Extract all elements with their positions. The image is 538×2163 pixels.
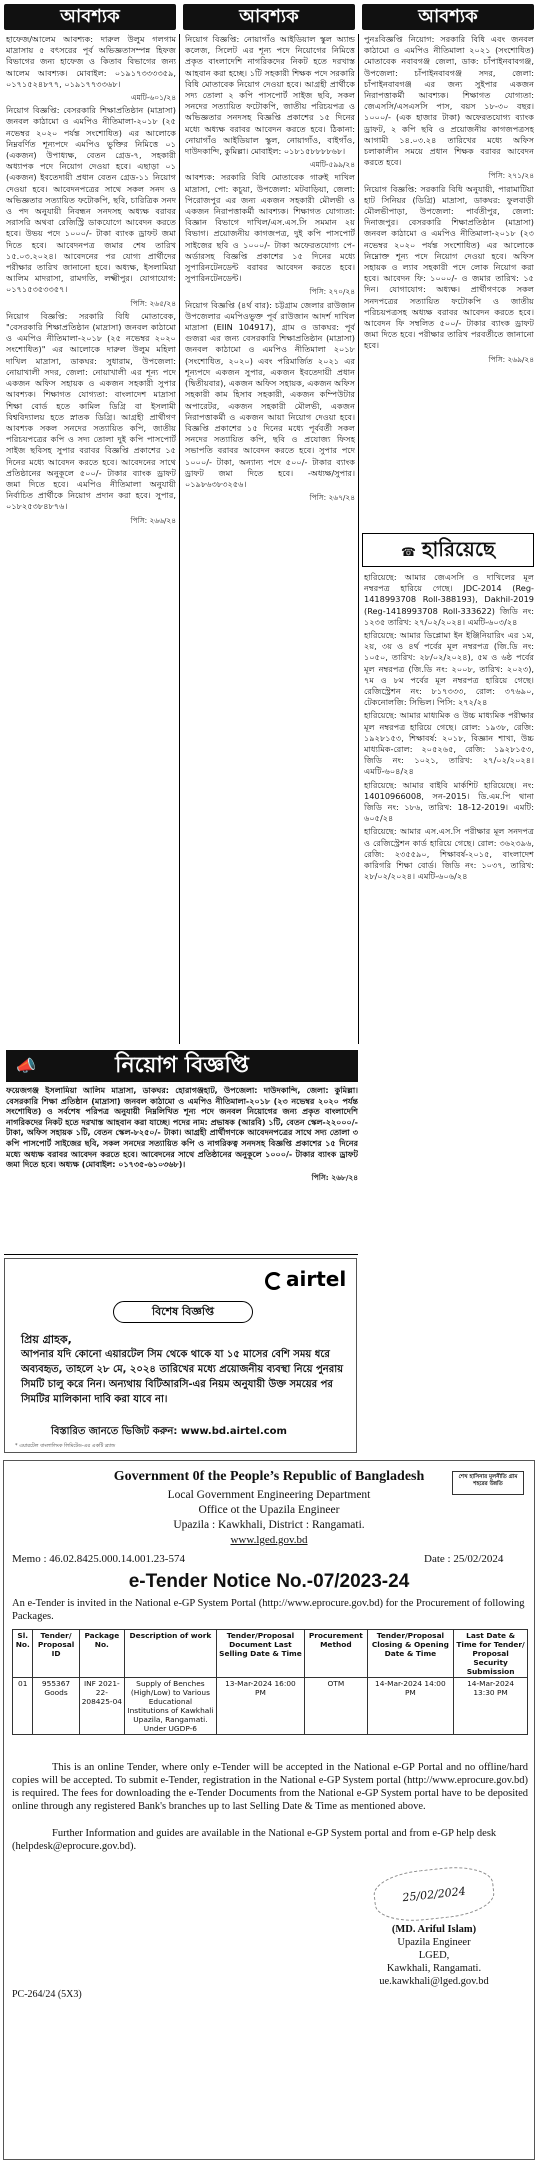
signer-block	[344, 1923, 524, 1988]
table-cell: 01	[13, 1678, 33, 1735]
memo-date: Date : 25/02/2024	[424, 1553, 504, 1565]
dept: Local Government Engineering Department	[167, 1489, 371, 1501]
lost-notice: হারিয়েছে: আমার ডিপ্লোমা ইন ইঞ্জিনিয়ারিং এর ১ম, ২য়, ৩য় ও ৪র্থ পর্বের মূল নম্বরপত্র (জি.ডি নং: ১০৫০, তারিখ: ২৮/০২/২০২৪), ৫ম ও ৬ষ্ঠ পর্বের মূল নম্বরপত্র (জি.ডি নং: ২০০৮, তারিখ: ২০২৩), ৭ম ও ৮ম পর্বের মূল নম্বরপত্র হারিয়ে গেছে। রেজিস্ট্রেশন নং: ৮১৭৩৩৩, রোল: ৩৭৬৯০, টেকনোলজি: সিভিল। পিসি: ২৭২/২৪	[364, 630, 534, 708]
website-link[interactable]: www.lged.gov.bd	[230, 1534, 308, 1546]
column-1	[6, 34, 176, 1044]
side-code	[4, 1493, 18, 1533]
lost-notice: হারিয়েছে: আমার জেএসসি ও দাখিলের মূল নম্বরপত্র হারিয়ে গেছে। JDC-2014 (Reg-1418993708 Roll-388193), Dakhil-2019 (Reg-1418993708 Roll-333622) জিডি নং: ১২৩৫ তারিখ: ২৭/০২/২০২৪। এমটি-৬০৩/২৪	[364, 572, 534, 627]
ad-code: পিসি: ২৬৬/২৪	[130, 515, 176, 525]
classified-ad: নিয়োগ বিজ্ঞপ্তি: নোয়াগাঁও আইডিয়াল স্কুল অ্যান্ড কলেজ, সিলেট এর শূন্য পদে নিয়োগের নিমিত্তে প্রকৃত বাংলাদেশি নাগরিকদের নিকট হতে দরখাস্ত আহবান করা হচ্ছে। ১টি সহকারী শিক্ষক পদে সরকারি বিধি মোতাবেক নিয়োগ দেওয়া হবে। আগ্রহী প্রার্থীকে সদ্য তোলা ২ কপি পাসপোর্ট সাইজ ছবি, সকল সনদের সত্যায়িত ফটোকপি, জাতীয় পরিচয়পত্র ও অভিজ্ঞতার সনদসহ বিজ্ঞপ্তি প্রকাশের ১৫ দিনের মধ্যে অধ্যক্ষ বরাবর আবেদন করতে হবে। ঠিকানা: নোয়াগাঁও আইডিয়াল স্কুল, নোয়াগাঁও, বাইগাঁও, দাউদকান্দি, কুমিল্লা। মোবাইল: ০১৮১৫৮৮৮৮৬৮।	[185, 34, 355, 157]
ad-code: এমটি-৫৯৯/২৪	[309, 160, 355, 170]
airtel-link[interactable]: www.bd.airtel.com	[180, 1426, 287, 1437]
divider	[4, 1254, 358, 1255]
table-header: Tender/Proposal Document Last Selling Date & Time	[216, 1630, 304, 1678]
lost-notice: হারিয়েছে: আমার মাধ্যমিক ও উচ্চ মাধ্যমিক পরীক্ষার মূল নম্বরপত্র হারিয়ে গেছে। রোল: ১৯৩৮, রেজি: ১৯২৮১৫৩, শিক্ষাবর্ষ: ২০১৮, বিজ্ঞান শাখা, উচ্চ মাধ্যমিক-রোল: ২০৫২৬৫, রেজি: ১৯২৮১৫৩, জিডি নং: ১০২১, তারিখ: ২৭/০২/২০২৪। এমটি-৬০৪/২৪	[364, 710, 534, 777]
office: Office ot the Upazila Engineer	[198, 1504, 340, 1516]
tender-title: e-Tender Notice No.-07/2023-24	[128, 1571, 410, 1592]
table-cell: 14-Mar-2024 14:00 PM	[367, 1678, 454, 1735]
header-col1: আবশ্যক	[4, 4, 176, 30]
signature-stamp: 25/02/2024	[372, 1863, 497, 1925]
airtel-swirl-icon	[265, 1272, 283, 1290]
tender-intro: An e-Tender is invited in the National e-GP System Portal (http://www.eprocure.gov.bd) for the Procurement of following Packages.	[12, 1598, 525, 1622]
slogan-badge: শেখ হাসিনার মূলনীতি গ্রাম শহরের উন্নতি	[452, 1471, 524, 1495]
ad-code: পিসি: ২৬৯/২৪	[488, 354, 534, 364]
recruitment-body: ফয়েজগঞ্জ ইসলামিয়া আলিম মাদ্রাসা, ডাকঘর: হোরাগঞ্জহাট, উপজেলা: দাউদকান্দি, জেলা: কুমিল্লা। বেসরকারি শিক্ষা প্রতিষ্ঠান (মাদ্রাসা) জনবল কাঠামো ও এমপিও নীতিমালা-২০১৮ (২৩ নভেম্বর ২০২০ পর্যন্ত সংশোধিত) ও সর্বশেষ পরিপত্র অনুযায়ী নিম্নলিখিত শূন্য পদে জনবল নিয়োগের জন্য প্রকৃত বাংলাদেশি নাগরিকদের নিকট হতে দরখাস্ত আহবান করা যাচ্ছে। পদের নাম: প্রভাষক (আরবি) ১টি, বেতন স্কেল-২২০০০/- টাকা, অফিস সহায়ক ১টি, বেতন স্কেল-৮২৫০/- টাকা। আগ্রহী প্রার্থীগণকে আবেদনপত্রের সাথে সদ্য তোলা ৩ কপি পাসপোর্ট সাইজের ছবি, সকল সনদের সত্যায়িত কপি ও নাগরিকত্ব সনদসহ বিজ্ঞপ্তি প্রকাশের ১৫ দিনের মধ্যে অধ্যক্ষ বরাবর আবেদন করতে হবে। আবেদনের সাথে প্রতিষ্ঠানের অনুকূলে ১০০০/- টাকার ব্যাংক ড্রাফট জমা দিতে হবে। অধ্যক্ষ (মোবাইল: ০১৭৩৫-৬১০৩৬৮)। পিসি: ২৬৮/২৪	[6, 1086, 358, 1182]
location: Upazila : Kawkhali, District : Rangamati.	[173, 1519, 365, 1531]
airtel-ad	[4, 1258, 357, 1453]
tender-notice	[3, 1460, 535, 2160]
classified-ad: নিয়োগ বিজ্ঞপ্তি: সরকারি বিধি মোতাবেক, "বেসরকারি শিক্ষাপ্রতিষ্ঠান (মাদ্রাসা) জনবল কাঠামো ও এমপিও নীতিমালা-২০১৮ (২৫ নভেম্বর ২০২০ সংশোধিত)" এর আলোকে দারুল উলুম মহিলা দাখিল মাদ্রাসা, ডাকঘর: সুধারাম, উপজেলা: নোয়াখালী সদর, জেলা: নোয়াখালী এর শূন্য পদে একজন অফিস সহায়ক ও একজন সহকারী সুপার আবশ্যক। শিক্ষাগত যোগ্যতা: বাংলাদেশ মাদ্রাসা শিক্ষা বোর্ড হতে কামিল ডিগ্রি বা ইসলামী বিশ্ববিদ্যালয় হতে স্নাতক ডিগ্রি। আগ্রহী প্রার্থীগণ আবশ্যক সকল সনদের সত্যায়িত কপি, জাতীয় পরিচয়পত্রের কপি ও সদ্য তোলা দুই কপি পাসপোর্ট সাইজ ছবিসহ সুপার বরাবর বিজ্ঞপ্তি প্রকাশের ১৫ দিনের মধ্যে আবেদন করতে হবে। আবেদনের সাথে প্রতিষ্ঠানের অনুকূলে ৫০০/- টাকার ব্যাংক ড্রাফট জমা দিতে হবে। এমপিও নীতিমালা অনুযায়ী নির্বাচিত প্রার্থীকে নিয়োগ প্রদান করা হবে। সুপার, ০১৮২৫৩৮৪৮৭৬।	[6, 310, 176, 512]
ad-code: এমটি-৬০১/২৪	[130, 93, 176, 103]
gov-title: Government 0f the People’s Republic of Bangladesh	[113, 1469, 425, 1484]
phone-icon: ☎	[401, 545, 416, 559]
pc-code: PC-264/24 (5X3)	[12, 1989, 82, 2000]
table-header: Tender/ Proposal ID	[33, 1630, 79, 1678]
signer-place: Kawkhali, Rangamati.	[386, 1963, 482, 1974]
ad-code: পিসি: ২৭১/২৪	[488, 171, 534, 181]
table-row	[13, 1678, 528, 1735]
memo: Memo : 46.02.8425.000.14.001.23-574	[12, 1553, 185, 1565]
lost-notice: হারিয়েছে: আমার এস.এস.সি পরীক্ষার মূল সনদপত্র ও রেজিস্ট্রেশন কার্ড হারিয়ে গেছে। রোল: ৩৬২৩৯৬, রেজি: ২৩৫৫৯০, শিক্ষাবর্ষ-২০১৫, বাংলাদেশ কারিগরি শিক্ষা বোর্ড। জিডি নং: ১০৩৭, তারিখ: ২৮/০২/২০২৪। এমটি-৬০৬/২৪	[364, 826, 534, 882]
airtel-logo: airtel	[265, 1267, 346, 1291]
ad-code: পিসি: ২৭০/২৪	[309, 287, 355, 297]
signer-name: (MD. Ariful Islam)	[391, 1924, 477, 1935]
lost-header: ☎ হারিয়েছে	[362, 533, 534, 567]
signer-email[interactable]: ue.kawkhali@lged.gov.bd	[379, 1976, 489, 1987]
table-cell: Supply of Benches (High/Low) to Various Educational Institutions of Kawkhali Upazila, Rangamati. Under UGDP-6	[125, 1678, 217, 1735]
column-3	[364, 34, 534, 529]
table-header: Procurement Method	[305, 1630, 368, 1678]
tender-further: Further Information and guides are available in the National e-GP System portal and from e-GP help desk (helpdesk@eprocure.gov.bd).	[12, 1828, 497, 1852]
classified-ad: পুনঃবিজ্ঞপ্তি নিয়োগ: সরকারি বিধি এবং জনবল কাঠামো ও এমপিও নীতিমালা ২০২১ (সংশোধিত) মোতাবেক নবাবগঞ্জ জেলা, ডাক: চাঁপাইনবাবগঞ্জ, উপজেলা: চাঁপাইনবাবগঞ্জ সদর, জেলা: চাঁপাইনবাবগঞ্জ এর জন্য সুইপার একজন নিরাপত্তাকর্মী আবশ্যক। শিক্ষাগত যোগ্যতা: জেএসসি/এসএসসি পাস, বয়স ১৮-৩০ বছর। ১০০০/- (এক হাজার টাকা) অফেরতযোগ্য ব্যাংক ড্রাফট, ২ কপি ছবি ও প্রয়োজনীয় কাগজপত্রসহ আগামী ১৪.০৩.২৪ তারিখের মধ্যে অফিস চলাকালীন সময়ে প্রধান শিক্ষক বরাবর আবেদন করতে হবে।	[364, 34, 534, 168]
column-divider	[179, 34, 180, 1044]
classified-ad: আবশ্যক: সরকারি বিধি মোতাবেক গারুই দাখিল মাদ্রাসা, পো: কচুয়া, উপজেলা: মটবাড়িয়া, জেলা: পিরোজপুর এর জন্য একজন সহকারী মৌলভী ও একজন নিরাপত্তাকর্মী আবশ্যক। শিক্ষাগত যোগ্যতা: বিজ্ঞান বিভাগে দাখিল/এস.এস.সি সমমান ২য় বিভাগ। প্রয়োজনীয় কাগজপত্র, দুই কপি পাসপোর্ট সাইজের ছবি ও ১০০০/- টাকা অফেরতযোগ্য পে-অর্ডারসহ বিজ্ঞপ্তি প্রকাশের ১৫ দিনের মধ্যে সুপারিনটেনডেন্ট বরাবর আবেদন করতে হবে। সুপারিনটেনডেন্ট।	[185, 172, 355, 284]
megaphone-icon: 📣	[16, 1056, 36, 1075]
table-header: Description of work	[125, 1630, 217, 1678]
table-cell: 13-Mar-2024 16:00 PM	[216, 1678, 304, 1735]
header-col2: আবশ্যক	[183, 4, 355, 30]
classified-ad: নিয়োগ বিজ্ঞপ্তি: সরকারি বিধি অনুযায়ী, পারামাটিয়া হাট সিনিয়র (ডিগ্রি) মাদ্রাসা, ডাকঘর: ফুলবাড়ী মৌলভীপাড়া, উপজেলা: পার্বতীপুর, জেলা: দিনাজপুর। বেসরকারি শিক্ষাপ্রতিষ্ঠান (মাদ্রাসা) জনবল কাঠামো ও এমপিও নীতিমালা-২০১৮ (২৩ নভেম্বর ২০২০ পর্যন্ত সংশোধিত) এর আলোকে নিম্নোক্ত শূন্য পদে নিয়োগ দেওয়া হবে। অফিস সহায়ক ও ল্যাব সহকারী পদে লোক নিয়োগ করা হবে। আবেদন ফি: ১০০০/- ও জমার তারিখ: ১৫ দিন। যোগাযোগ: অধ্যক্ষ। প্রার্থীগণকে সকল সনদপত্রের সত্যায়িত ফটোকপি ও জাতীয় পরিচয়পত্রসহ অধ্যক্ষ বরাবর আবেদন করতে হবে। আবেদন ফি সম্বলিত ৫০০/- টাকার ব্যাংক ড্রাফট জমা দিতে হবে। পরীক্ষার তারিখ পরবর্তীতে জানানো হবে।	[364, 183, 534, 351]
table-header: Last Date & Time for Tender/ Proposal Security Submission	[454, 1630, 528, 1678]
table-header: Sl. No.	[13, 1630, 33, 1678]
notice-title: বিশেষ বিজ্ঞপ্তি	[113, 1301, 253, 1323]
classified-ad: নিয়োগ বিজ্ঞপ্তি (৪র্থ বার): চট্টগ্রাম জেলার রাউজান উপজেলার এমপিওভুক্ত পূর্ব রাউজান আদর্শ দাখিল মাদ্রাসা (EIIN 104917), গ্রাম ও ডাকঘর: পূর্ব গুজরা এর জন্য বেসরকারি শিক্ষাপ্রতিষ্ঠান (মাদ্রাসা) জনবল কাঠামো ও এমপিও নীতিমালা ২০১৮ (সংশোধিত, ২০২০) এবং পরিমার্জিত ২০২১ এর শূন্যপদে একজন সুপার, একজন ইবতেদায়ী প্রধান (দ্বিতীয়বার), একজন অফিস সহায়ক, একজন অফিস সহকারী কাম হিসাব সহকারী, একজন কম্পিউটার অপারেটর, একজন সহকারী মৌলভী, একজন নিরাপত্তাকর্মী ও একজন আয়া নিয়োগ দেওয়া হবে। বিজ্ঞপ্তি প্রকাশের ১৫ দিনের মধ্যে পূর্ববর্তী সকল সনদের সত্যায়িত কপি, ছবি ও প্রযোজ্য ফিসহ সভাপতি বরাবর আবেদন করতে হবে। সুপার পদে ১০০০/- টাকা, অন্যান্য পদে ৫০০/- টাকার ব্যাংক ড্রাফট জমা দিতে হবে। -অধ্যক্ষ/সুপার। ০১৯৮৬৩৮৩২৫৬।	[185, 299, 355, 489]
greeting: প্রিয় গ্রাহক,	[21, 1333, 72, 1346]
recruitment-banner: 📣 নিয়োগ বিজ্ঞপ্তি	[6, 1050, 358, 1082]
airtel-body: আপনার যদি কোনো এয়ারটেল সিম থেকে থাকে যা ১৫ মাসের বেশি সময় ধরে অব্যবহৃত, তাহলে ২৮ মে, ২০২৪ তারিখের মধ্যে প্রয়োজনীয় ব্যবস্থা নিয়ে পুনরায় সিমটি চালু করে নিন। অন্যথায় বিটিআরসি-এর নিয়ম অনুযায়ী উক্ত সময়ের পর সিমটির মালিকানা দাবি করা যাবে না।	[21, 1349, 344, 1405]
table-cell: 14-Mar-2024 13:30 PM	[454, 1678, 528, 1735]
header-col3: আবশ্যক	[362, 4, 534, 30]
table-cell: INF 2021-22-208425-04	[79, 1678, 124, 1735]
signer-org: LGED,	[418, 1950, 450, 1961]
classified-ad: হাফেজ/আলেম আবশ্যক: দারুল উলুম গলগাম মাদ্রাসায় ৫ বৎসরের পূর্ব অভিজ্ঞতাসম্পন্ন হিফজ বিভাগের জন্য হাফেজ ও কিতাব বিভাগের জন্য আলেম আবশ্যক। মোবাইল: ০১৯১৭৩৩৩৩৫৯, ০১৭১৫২৪৮৭৭, ০১৯১৭৭৩৩৬৮।	[6, 34, 176, 89]
tender-table	[12, 1629, 528, 1735]
table-header: Tender/Proposal Closing & Opening Date & Time	[367, 1630, 454, 1678]
table-header: Package No.	[79, 1630, 124, 1678]
table-cell: OTM	[305, 1678, 368, 1735]
table-cell: 955367 Goods	[33, 1678, 79, 1735]
lost-notice: হারিয়েছে: আমার বাইবি মার্কশিট হারিয়েছে। নং: 14010966008, সন-2015। ডি.এম.পি থানা জিডি নং: ১৮৬, তারিখ: 18-12-2019। এমটি: ৬০৫/২৪	[364, 779, 534, 824]
classified-ad: নিয়োগ বিজ্ঞপ্তি: বেসরকারি শিক্ষাপ্রতিষ্ঠান (মাদ্রাসা) জনবল কাঠামো ও এমপিও নীতিমালা-২০১৮ (২৫ নভেম্বর ২০২০ পর্যন্ত সংশোধিত) এর আলোকে নিম্নবর্ণিত শূন্যপদে এমপিও ভুক্তির নিমিত্তে ০১ (একজন) উপাধ্যক্ষ, বেতন গ্রেড-৭, সহকারী অধ্যাপক পদে নিয়োগ দেওয়া হবে। এছাড়া ০১ (একজন) ইবতেদায়ী প্রধান বেতন গ্রেড-১১ নিয়োগ দেওয়া হবে। আবেদনপত্রের সাথে সকল সনদ ও অভিজ্ঞতার সত্যায়িত ফটোকপি, ছবি, চারিত্রিক সনদ ও পদ অনুযায়ী নিবন্ধন সনদসহ অধ্যক্ষ বরাবর সরাসরি অথবা রেজিস্ট্রি ডাকযোগে আবেদন করতে হবে। উভয় পদে ১০০০/- টাকা ব্যাংক ড্রাফট জমা দিতে হবে। আবেদনপত্র জমার শেষ তারিখ ১৫.০৩.২০২৪। আবেদনের পর যোগ্য প্রার্থীদের পরীক্ষার তারিখ জানানো হবে। অধ্যক্ষ, ইসলামিয়া আলিম মাদরাসা, রামগতি, লক্ষ্মীপুর। যোগাযোগ: ০১৭১৫৩৫৩৩৫৭।	[6, 105, 176, 295]
airtel-footnote: * এয়ারটেল বাংলালিংক লিমিটেড-এর একটি ব্র্যান্ড	[15, 1443, 116, 1449]
lost-column	[364, 572, 534, 1452]
column-divider	[358, 34, 359, 1044]
ad-code: পিসি: ২৬৫/২৪	[130, 298, 176, 308]
tender-note: This is an online Tender, where only e-Tender will be accepted in the National e-GP Portal and no offline/hard copies will be accepted. To submit e-Tender, registration in the National e-GP System portal (http://www.eprocure.gov.bd) is required. The fees for downloading the e-Tender Documents from the National e-GP System portal have to be deposited online through any registered Bank's branches up to last Selling Date & Time as mentioned above.	[12, 1762, 528, 1812]
signer-designation: Upazila Engineer	[397, 1937, 471, 1948]
airtel-link-row: বিস্তারিত জানতে ভিজিট করুন: www.bd.airtel.com	[51, 1426, 287, 1437]
ad-code: পিসি: ২৬৭/২৪	[309, 493, 355, 503]
column-2	[185, 34, 355, 1044]
